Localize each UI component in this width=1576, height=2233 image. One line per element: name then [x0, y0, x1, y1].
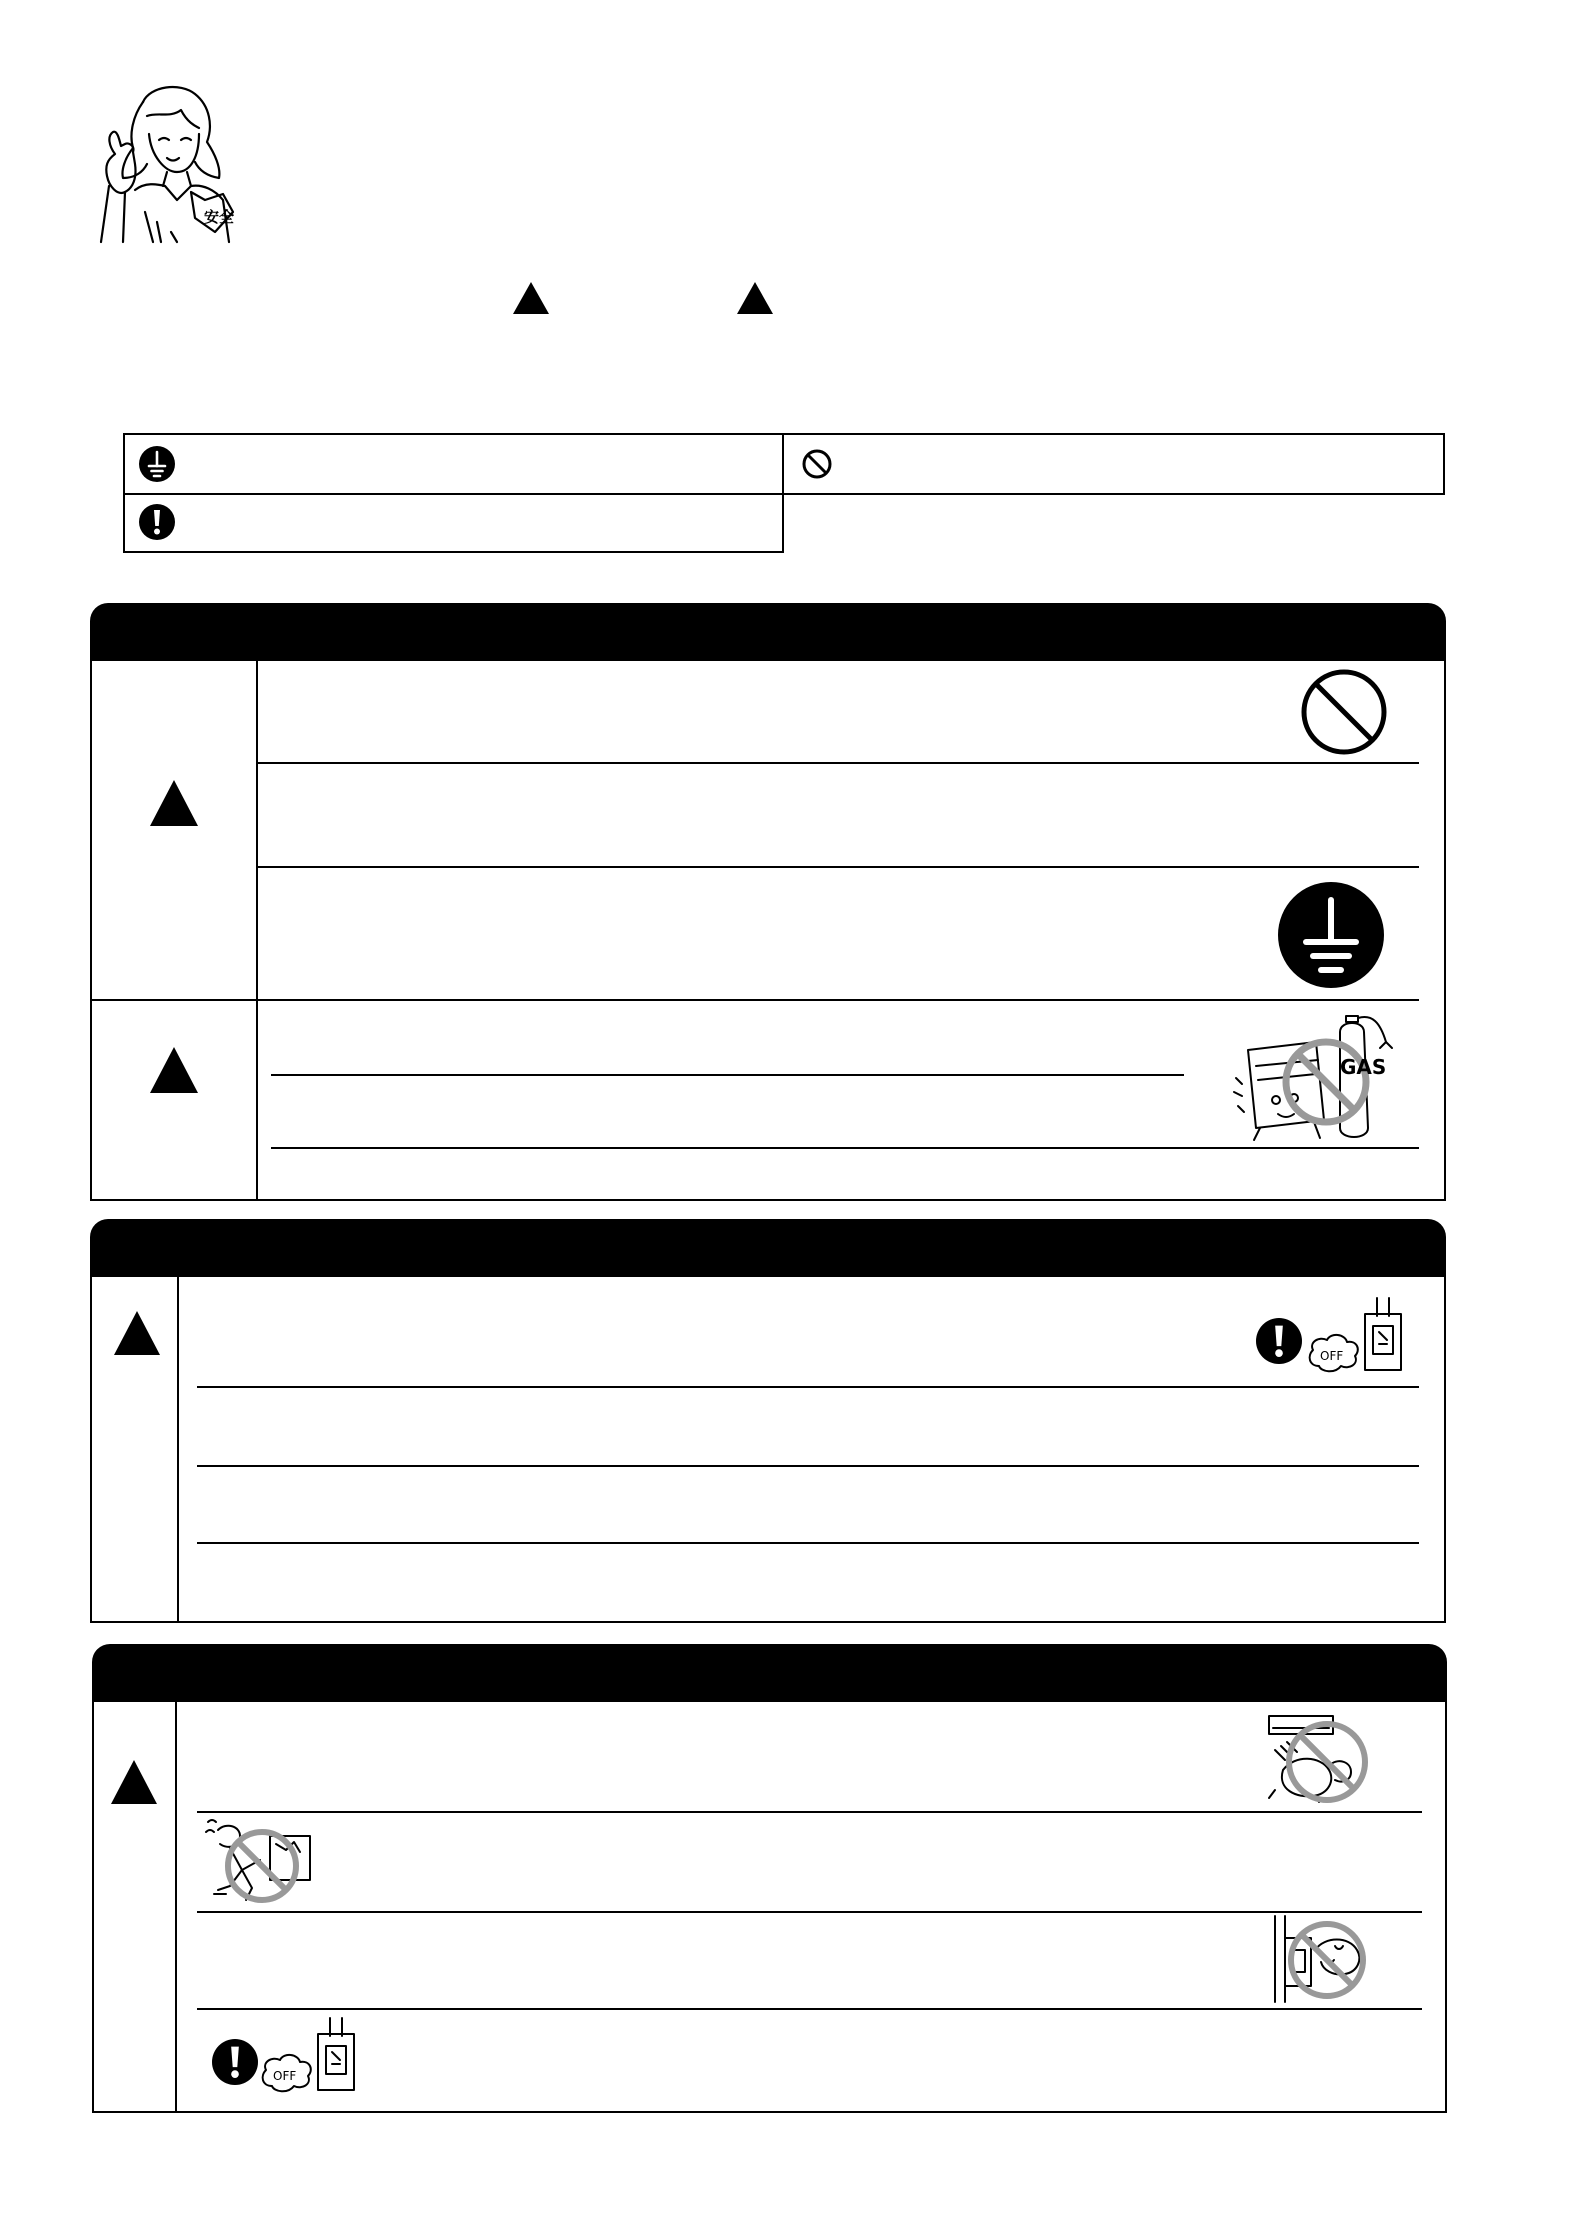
caution-triangle-icon — [150, 1047, 198, 1093]
legend-cell-mandatory — [123, 493, 784, 553]
gas-leak-illustration — [1228, 1008, 1404, 1143]
off-label: OFF — [1320, 1349, 1344, 1363]
power-switch-off-illustration — [1305, 1296, 1410, 1376]
section-1-header — [90, 603, 1446, 661]
off-label: OFF — [273, 2069, 297, 2083]
section-3-divider — [175, 1700, 177, 2113]
section-2-divider — [177, 1275, 179, 1623]
ground-icon — [139, 446, 175, 482]
warning-triangle-icon — [150, 780, 198, 826]
prohibition-icon — [1300, 668, 1388, 756]
no-wet-hands-switch-illustration — [1265, 1910, 1375, 2006]
exclamation-icon — [139, 504, 175, 540]
prohibition-icon — [801, 448, 833, 480]
power-switch-off-illustration — [258, 2016, 363, 2096]
mascot-illustration — [95, 82, 235, 242]
section-3-row-line — [197, 1911, 1422, 1913]
do-not-hit-unit-illustration — [200, 1816, 320, 1906]
section-1-divider — [256, 659, 258, 1201]
section-1-row-line — [271, 1147, 1419, 1149]
warning-triangle-icon — [513, 282, 549, 314]
mascot-sign-text: 安全 — [204, 208, 235, 226]
section-1-group-line — [92, 999, 1419, 1001]
warning-triangle-icon — [111, 1760, 157, 1804]
section-2-header — [90, 1219, 1446, 1277]
section-1-row-line — [256, 762, 1419, 764]
section-2-row-line — [197, 1465, 1419, 1467]
section-2-row-line — [197, 1386, 1419, 1388]
section-2-row-line — [197, 1542, 1419, 1544]
section-1-row-line — [271, 1074, 1184, 1076]
warning-triangle-icon — [114, 1311, 160, 1355]
exclamation-icon — [1256, 1318, 1302, 1364]
legend-cell-ground — [123, 433, 784, 495]
legend-cell-prohibit — [782, 433, 1445, 495]
section-3-header — [92, 1644, 1447, 1702]
exclamation-icon — [212, 2039, 258, 2085]
section-1-row-line — [256, 866, 1419, 868]
caution-triangle-icon — [737, 282, 773, 314]
gas-label: GAS — [1340, 1055, 1387, 1079]
section-3-row-line — [197, 2008, 1422, 2010]
cold-air-on-body-illustration — [1255, 1710, 1375, 1804]
section-3-row-line — [197, 1811, 1422, 1813]
section-2-frame — [90, 1275, 1446, 1623]
ground-icon — [1278, 882, 1384, 988]
